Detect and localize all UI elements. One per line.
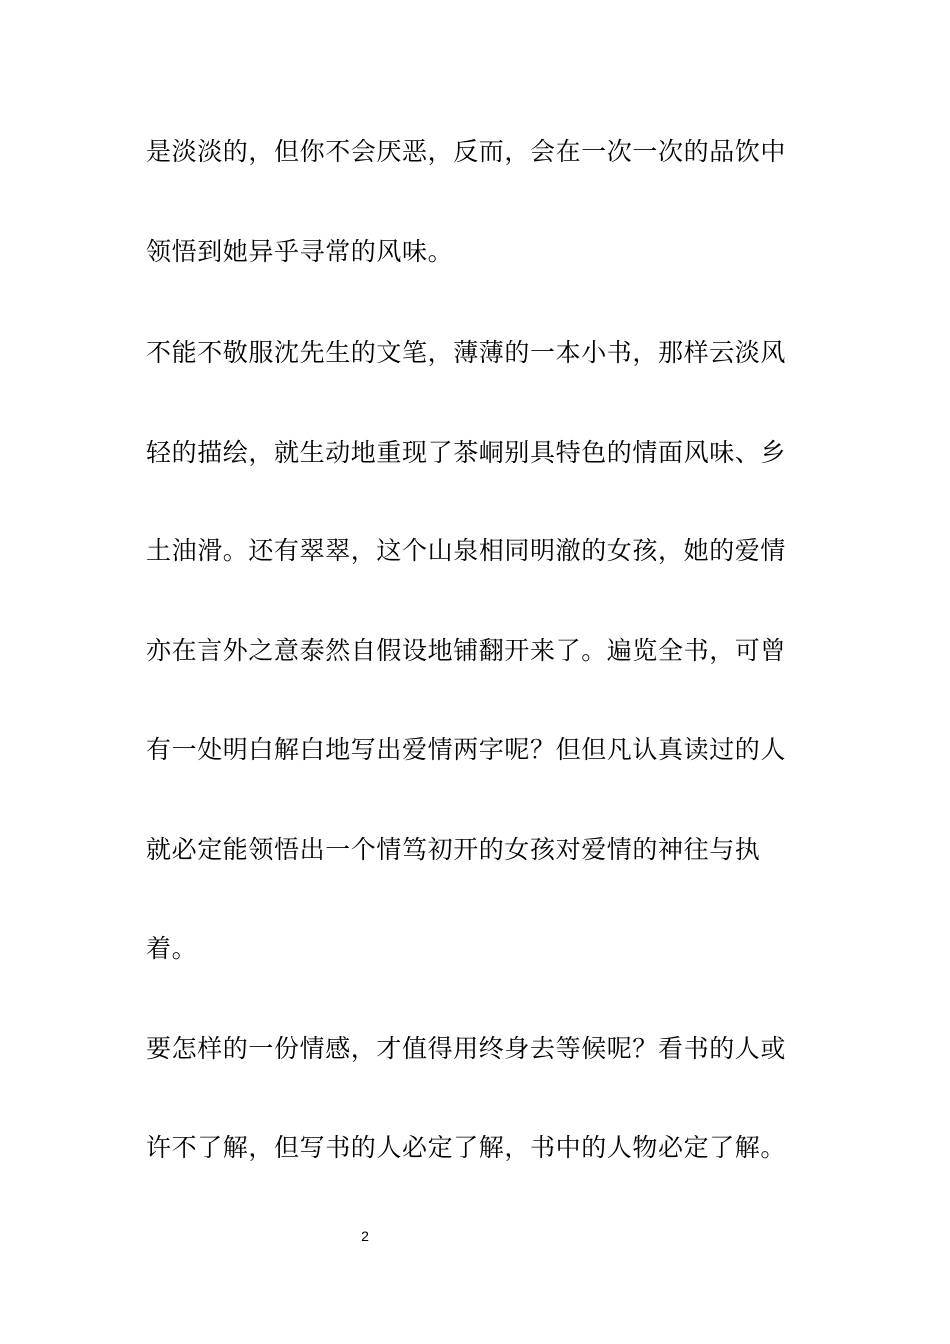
- text-line: 是淡淡的，但你不会厌恶，反而，会在一次一次的品饮中: [146, 137, 787, 166]
- text-line: 领悟到她异乎寻常的风味。: [146, 237, 454, 266]
- text-line: 不能不敬服沈先生的文笔，薄薄的一本小书，那样云淡风: [146, 338, 787, 367]
- text-line: 着。: [146, 934, 198, 963]
- text-line: 就必定能领悟出一个情笃初开的女孩对爱情的神往与执: [146, 835, 761, 864]
- text-line: 土油滑。还有翠翠，这个山泉相同明澈的女孩，她的爱情: [146, 536, 787, 565]
- text-line: 轻的描绘，就生动地重现了茶峒别具特色的情面风味、乡: [146, 438, 787, 467]
- text-line: 许不了解，但写书的人必定了解，书中的人物必定了解。: [146, 1133, 787, 1162]
- text-line: 要怎样的一份情感，才值得用终身去等候呢？看书的人或: [146, 1034, 787, 1063]
- text-line: 亦在言外之意泰然自假设地铺翻开来了。遍览全书，可曾: [146, 636, 787, 665]
- page-number: 2: [361, 1228, 369, 1244]
- text-line: 有一处明白解白地写出爱情两字呢？但但凡认真读过的人: [146, 735, 787, 764]
